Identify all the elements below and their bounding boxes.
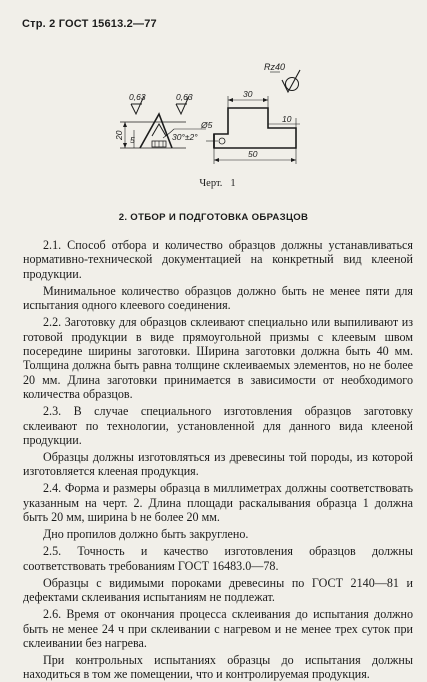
roughness-a-label: 0,63 [129, 92, 146, 102]
roughness-main-label: Rz40 [264, 62, 286, 72]
paragraph: 2.1. Способ отбора и количество образцов должны устанавливаться нормативно-технической документацией на конкретный вид клееной продукции. [23, 238, 413, 281]
specimen-drawing [0, 0, 427, 180]
roughness-b-label: 0,63 [176, 92, 193, 102]
figure-caption [0, 178, 427, 189]
dim-step-label: 10 [282, 114, 292, 124]
page-header: Стр. 2 ГОСТ 15613.2—77 [22, 18, 157, 30]
paragraph: Образцы с видимыми пороками древесины по ГОСТ 2140—81 и дефектами склеивания испытаниям не подлежат. [23, 575, 413, 605]
dim-dia-label: Ø5 [201, 120, 213, 130]
paragraph: 2.4. Форма и размеры образца в миллиметрах должны соответствовать указанным на черт. 2. Длина площади раскалывания образца 1 должна быть 20 мм, ширина b не более 20 мм. [23, 481, 413, 525]
paragraph: Минимальное количество образцов должно быть не менее пяти для испытания одного клеевого соединения. [23, 283, 413, 313]
dim-length-label: 50 [248, 149, 258, 159]
paragraph: 2.3. В случае специального изготовления образцов заготовку склеивают по технологии, установленной для данного вида клееной продукции. [23, 404, 413, 448]
body-text [23, 238, 413, 682]
dim-top-label: 30 [243, 89, 253, 99]
dim-small-label: 5 [130, 135, 135, 145]
dim-angle-label: 30°±2° [172, 132, 198, 142]
paragraph: Дно пропилов должно быть закруглено. [43, 527, 249, 542]
paragraph: Образцы должны изготовляться из древесины той породы, из которой изготовляется клееная продукция. [23, 450, 413, 479]
caption-prefix: Черт. [199, 178, 223, 189]
paragraph: При контрольных испытаниях образцы до испытания должны находиться в том же помещении, что и контролируемая продукция. [23, 652, 413, 682]
paragraph: 2.5. Точность и качество изготовления образцов должны соответствовать требованиям ГОСТ 16483.0—78. [23, 544, 413, 573]
caption-number: 1 [230, 178, 236, 189]
dim-height-label: 20 [114, 130, 124, 140]
paragraph: 2.6. Время от окончания процесса склеивания до испытания должно быть не менее 24 ч при склеивании с нагревом и не менее трех суток при склеивании без нагрева. [23, 607, 413, 650]
section-title: 2. ОТБОР И ПОДГОТОВКА ОБРАЗЦОВ [118, 212, 309, 223]
paragraph: 2.2. Заготовку для образцов склеивают специально или выпиливают из готовой продукции в виде прямоугольной призмы с клеевым швом посередине ширины заготовки. Ширина заготовки должна быть 40 мм. Толщина должна быть равна толщине склеиваемых элементов, но не более 20 мм. Длина заготовки принимается в зависимости от необходимого количества образцов. [23, 315, 413, 402]
